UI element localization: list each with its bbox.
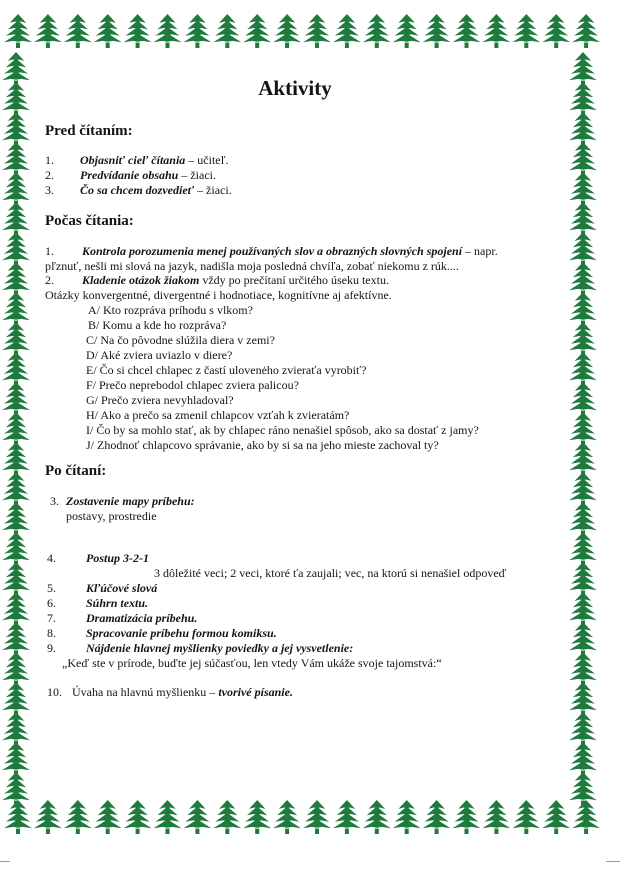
list-item (72, 685, 293, 699)
heading-po-citani: Po čítaní: (45, 463, 107, 479)
list-item: Kľúčové slová (86, 581, 158, 595)
list-item (82, 244, 498, 258)
item-text: – učiteľ. (185, 153, 229, 167)
question-item: E/ Čo si chcel chlapec z častí ulovenėho zvieraťa vyrobiť? (86, 363, 367, 377)
list-number: 1. (45, 153, 54, 167)
list-number: 2. (45, 168, 54, 182)
list-item (80, 153, 229, 167)
question-item: G/ Prečo zviera nevyhladoval? (86, 393, 234, 407)
question-item: H/ Ako a prečo sa zmenil chlapcov vzťah k zvieratám? (86, 408, 350, 422)
item-emphasis: Kladenie otázok žiakom (82, 273, 200, 287)
item-emphasis: Čo sa chcem dozvedieť (80, 183, 195, 197)
list-number: 6. (47, 596, 56, 610)
item-emphasis: Objasniť cieľ čítania (80, 153, 186, 167)
list-number: 5. (47, 581, 56, 595)
question-item: A/ Kto rozpráva príhodu s vlkom? (88, 303, 253, 317)
heading-pocas-citania: Počas čítania: (45, 213, 134, 229)
question-item: B/ Komu a kde ho rozpráva? (88, 318, 227, 332)
list-number: 3. (45, 183, 54, 197)
item-emphasis: Predvídanie obsahu (80, 168, 179, 182)
list-item: Nájdenie hlavnej myšlienky poviedky a jej vysvetlenie: (86, 641, 354, 655)
question-item: J/ Zhodnoť chlapcovo správanie, ako by si sa na jeho mieste zachoval ty? (86, 438, 439, 452)
list-item-detail: 3 dôležité veci; 2 veci, ktoré ťa zaujali; vec, na ktorú si nenašiel odpoveď (154, 566, 507, 580)
list-item: Postup 3-2-1 (86, 551, 149, 565)
list-item: Spracovanie príbehu formou komiksu. (86, 626, 277, 640)
scan-mark-right (606, 861, 620, 862)
question-types-note: Otázky konvergentné, divergentné i hodnotiace, kognitívne aj afektívne. (45, 288, 392, 302)
question-item: F/ Prečo neprebodol chlapec zviera palicou? (86, 378, 299, 392)
list-number: 7. (47, 611, 56, 625)
list-item: Dramatizácia príbehu. (86, 611, 198, 625)
item-emphasis: tvorivé písanie. (218, 685, 293, 699)
item-text: – napr. (462, 244, 498, 258)
item-text: – žiaci. (178, 168, 216, 182)
heading-pred-citanim: Pred čítaním: (45, 123, 133, 139)
list-number: 1. (45, 244, 54, 258)
list-number: 3. (50, 494, 59, 508)
question-item: I/ Čo by sa mohlo stať, ak by chlapec ráno nenašiel spôsob, ako sa dostať z jamy? (86, 423, 479, 437)
question-item: D/ Aké zviera uviazlo v diere? (86, 348, 233, 362)
item-text: – žiaci. (194, 183, 232, 197)
list-item (80, 168, 216, 182)
list-item (80, 183, 232, 197)
question-item: C/ Na čo pôvodne slúžila diera v zemi? (86, 333, 275, 347)
list-item (82, 273, 389, 287)
list-item-continuation: pľznuť, nešli mi slová na jazyk, nadišla moja posledná chvíľa, zobať niekomu z rúk.... (45, 259, 459, 273)
list-item-detail: postavy, prostredie (66, 509, 157, 523)
list-number: 8. (47, 626, 56, 640)
list-number: 4. (47, 551, 56, 565)
list-number: 9. (47, 641, 56, 655)
list-item: Súhrn textu. (86, 596, 149, 610)
item-emphasis: Kontrola porozumenia menej používaných slov a obrazných slovných spojení (82, 244, 463, 258)
item-text: vždy po prečítaní určitého úseku textu. (199, 273, 389, 287)
list-item: Zostavenie mapy príbehu: (66, 494, 195, 508)
item-text: Úvaha na hlavnú myšlienku – (72, 685, 219, 699)
scan-mark-left (0, 861, 10, 862)
list-number: 10. (47, 685, 62, 699)
list-number: 2. (45, 273, 54, 287)
main-idea-quote: „Keď ste v prírode, buďte jej súčasťou, len vtedy Vám ukáže svoje tajomstvá:“ (62, 656, 442, 670)
page-title: Aktivity (258, 76, 332, 100)
